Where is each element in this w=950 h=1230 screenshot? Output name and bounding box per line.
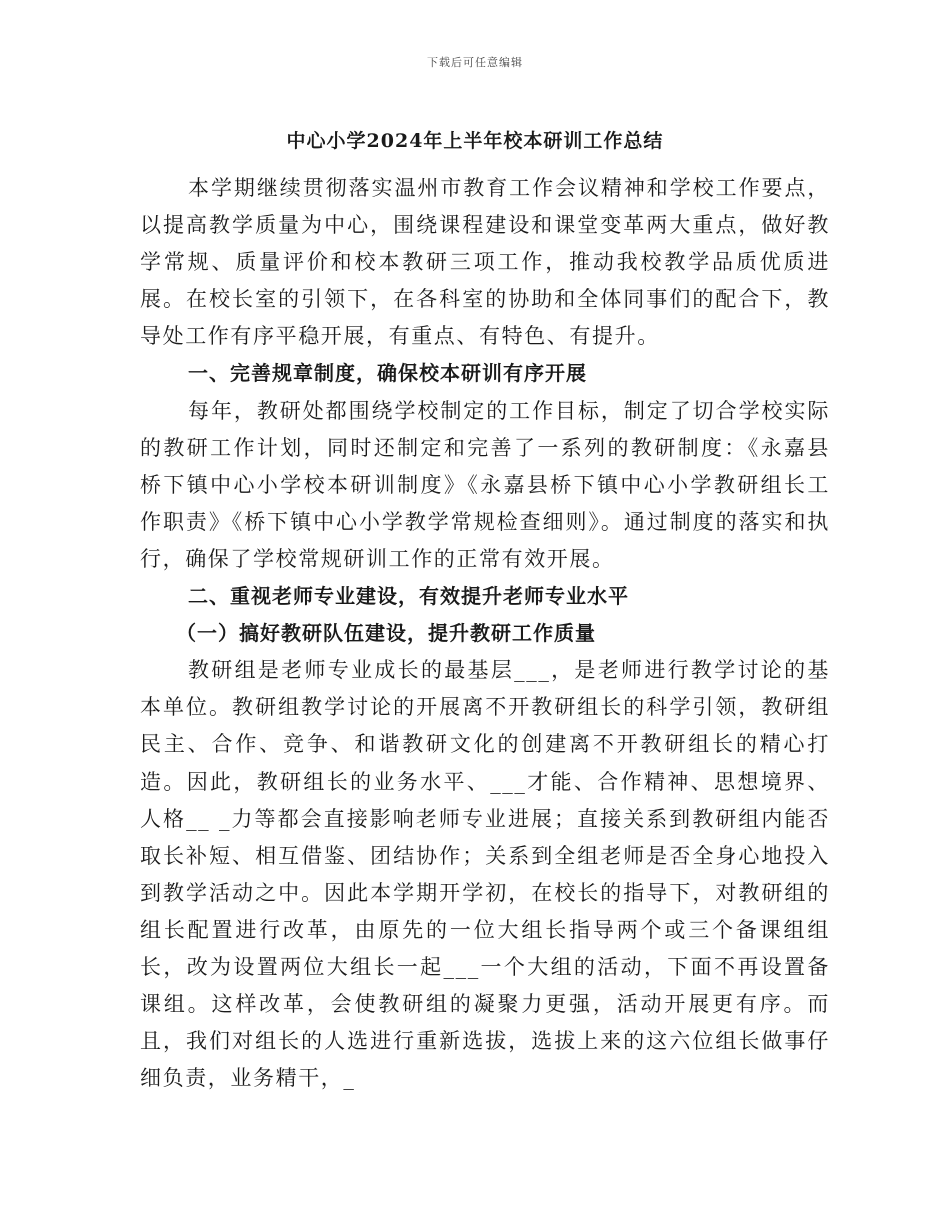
intro-paragraph: 本学期继续贯彻落实温州市教育工作会议精神和学校工作要点，以提高教学质量为中心，围绕课程建设和课堂变革两大重点，做好教学常规、质量评价和校本教研三项工作，推动我校教学品质优质进展。在校长室的引领下，在各科室的协助和全体同事们的配合下，教导处工作有序平稳开展，有重点、有特色、有提升。 <box>140 176 830 349</box>
header-note: 下载后可任意编辑 <box>427 56 523 69</box>
document-body <box>140 170 830 1097</box>
section-1-paragraph: 每年，教研处都围绕学校制定的工作目标，制定了切合学校实际的教研工作计划，同时还制定和完善了一系列的教研制度：《永嘉县桥下镇中心小学校本研训制度》《永嘉县桥下镇中心小学教研组长工作职责》《桥下镇中心小学教学常规检查细则》。通过制度的落实和执行，确保了学校常规研训工作的正常有效开展。 <box>140 398 830 571</box>
section-2-paragraph: 教研组是老师专业成长的最基层___，是老师进行教学讨论的基本单位。教研组教学讨论的开展离不开教研组长的科学引领，教研组民主、合作、竞争、和谐教研文化的创建离不开教研组长的精心打造。因此，教研组长的业务水平、___才能、合作精神、思想境界、人格__ _力等都会直接影响老师专业进展；直接关系到教研组内能否取长补短、相互借鉴、团结协作；关系到全组老师是否全身心地投入到教学活动之中。因此本学期开学初，在校长的指导下，对教研组的组长配置进行改革，由原先的一位大组长指导两个或三个备课组组长，改为设置两位大组长一起___一个大组的活动，下面不再设置备课组。这样改革，会使教研组的凝聚力更强，活动开展更有序。而且，我们对组长的人选进行重新选拔，选拔上来的这六位组长做事仔细负责，业务精干，_ <box>140 658 830 1091</box>
section-1-heading: 一、完善规章制度，确保校本研训有序开展 <box>188 361 587 386</box>
section-2-subheading: （一）搞好教研队伍建设，提升教研工作质量 <box>176 621 596 646</box>
document-title: 中心小学2024年上半年校本研训工作总结 <box>286 130 664 152</box>
section-2-heading: 二、重视老师专业建设，有效提升老师专业水平 <box>188 584 629 609</box>
